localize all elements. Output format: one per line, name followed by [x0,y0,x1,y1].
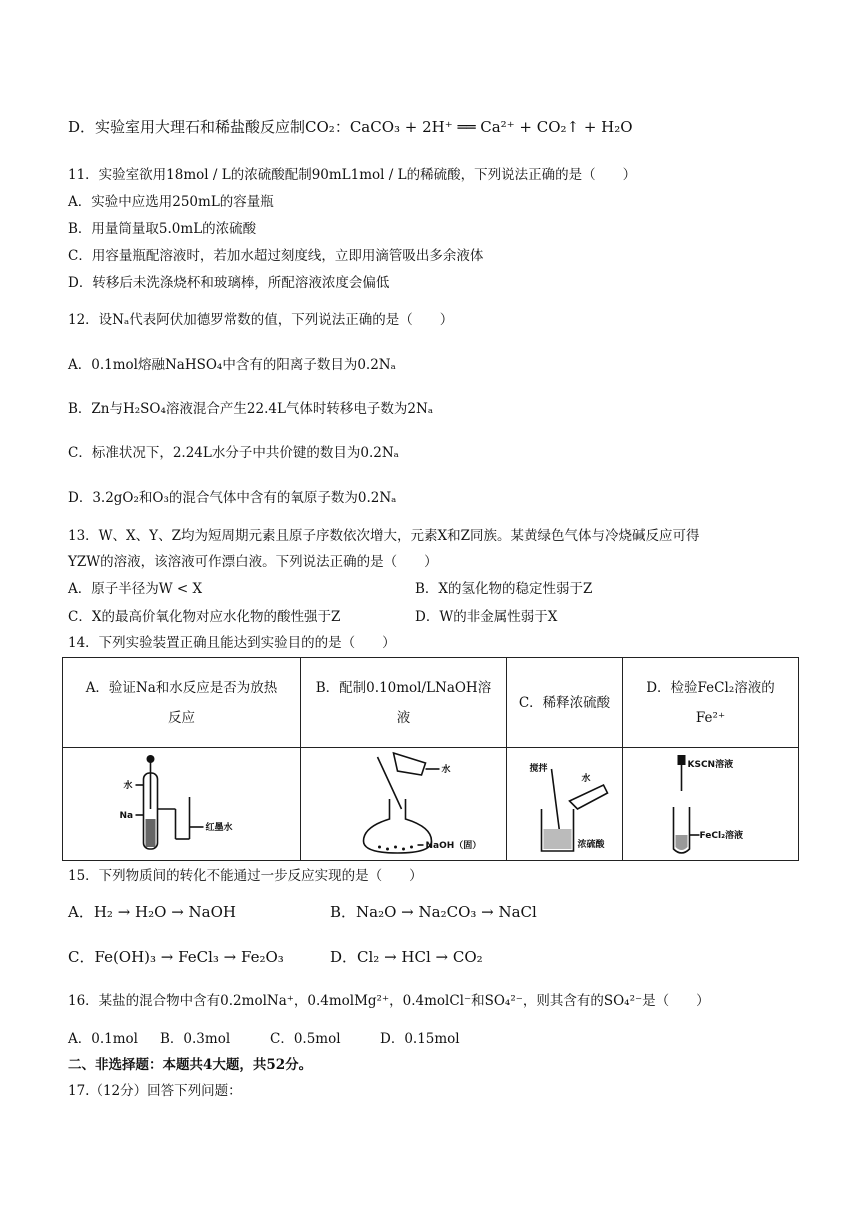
q13-option-d: D．W的非金属性弱于X [415,609,558,625]
q12-option-b: B．Zn与H₂SO₄溶液混合产生22.4L气体时转移电子数为2Nₐ [68,401,434,417]
q15-stem: 15．下列物质间的转化不能通过一步反应实现的是（ ） [68,868,423,884]
q17-stem: 17.（12分）回答下列问题： [68,1083,242,1099]
water-label: 水 [123,781,133,792]
q13-stem-cont: YZW的溶液，该溶液可作漂白液。下列说法正确的是（ ） [68,554,438,570]
fecl2-test-figure [623,749,798,859]
q12-option-a: A．0.1mol熔融NaHSO₄中含有的阳离子数目为0.2Nₐ [68,357,396,373]
q16-option-a: A．0.1mol [68,1031,138,1047]
q14-option-b-text: B．配制0.10mol/LNaOH溶 液 [301,658,507,748]
q12-option-d: D．3.2gO₂和O₃的混合气体中含有的氧原子数为0.2Nₐ [68,490,397,506]
red-ink-label: 红墨水 [205,823,233,834]
q10-option-d: D．实验室用大理石和稀盐酸反应制CO₂：CaCO₃ + 2H⁺ ══ Ca²⁺ + CO₂↑ + H₂O [68,118,633,136]
q16-option-c: C．0.5mol [270,1031,341,1047]
q14-stem: 14．下列实验装置正确且能达到实验目的的是（ ） [68,635,396,651]
q14-figure-c [507,748,623,861]
q15-option-c: C．Fe(OH)₃ → FeCl₃ → Fe₂O₃ [68,948,284,966]
q14-options-table [62,657,799,861]
fecl2-label: FeCl₂溶液 [699,831,744,842]
q16-stem: 16．某盐的混合物中含有0.2molNa⁺，0.4molMg²⁺，0.4molCl⁻和SO₄²⁻，则其含有的SO₄²⁻是（ ） [68,993,710,1009]
q13-option-c: C．X的最高价氧化物对应水化物的酸性强于Z [68,609,341,625]
q11-option-b: B．用量筒量取5.0mL的浓硫酸 [68,221,257,237]
conc-sulfuric-acid-label: 浓硫酸 [577,840,605,851]
q12-option-c: C．标准状况下，2.24L水分子中共价键的数目为0.2Nₐ [68,445,399,461]
water-label: 水 [581,774,591,785]
q12-stem: 12．设Nₐ代表阿伏加德罗常数的值，下列说法正确的是（ ） [68,312,454,328]
q14-figure-b [301,748,507,861]
q16-option-d: D．0.15mol [380,1031,460,1047]
water-label: 水 [441,765,451,776]
q16-option-b: B．0.3mol [160,1031,231,1047]
q11-option-a: A．实验中应选用250mL的容量瓶 [68,194,274,210]
section-2-heading: 二、非选择题：本题共4大题，共52分。 [68,1057,313,1073]
q15-option-a: A．H₂ → H₂O → NaOH [68,903,236,921]
q14-option-d-text: D．检验FeCl₂溶液的 Fe²⁺ [623,658,799,748]
volumetric-flask-figure [301,749,506,859]
q13-stem: 13．W、X、Y、Z均为短周期元素且原子序数依次增大，元素X和Z同族。某黄绿色气体与冷烧碱反应可得 [68,528,700,544]
q14-figure-a [63,748,301,861]
naoh-solid-label: NaOH（固） [425,841,482,852]
q14-option-a-text: A．验证Na和水反应是否为放热 反应 [63,658,301,748]
q14-option-c-text: C．稀释浓硫酸 [507,658,623,748]
q15-option-d: D．Cl₂ → HCl → CO₂ [330,948,483,966]
stir-label: 搅拌 [529,764,548,775]
q14-figure-d [623,748,799,861]
q11-option-c: C．用容量瓶配溶液时，若加水超过刻度线，立即用滴管吸出多余液体 [68,248,484,264]
q13-option-a: A．原子半径为W < X [68,581,203,597]
q11-stem: 11．实验室欲用18mol / L的浓硫酸配制90mL1mol / L的稀硫酸，下列说法正确的是（ ） [68,167,637,183]
q13-option-b: B．X的氢化物的稳定性弱于Z [415,581,593,597]
q11-option-d: D．转移后未洗涤烧杯和玻璃棒，所配溶液浓度会偏低 [68,275,390,291]
q15-option-b: B．Na₂O → Na₂CO₃ → NaCl [330,903,537,921]
dilution-beaker-figure [507,749,622,859]
kscn-label: KSCN溶液 [687,760,734,771]
na-water-apparatus-figure [63,749,300,859]
sodium-label: Na [119,811,134,822]
